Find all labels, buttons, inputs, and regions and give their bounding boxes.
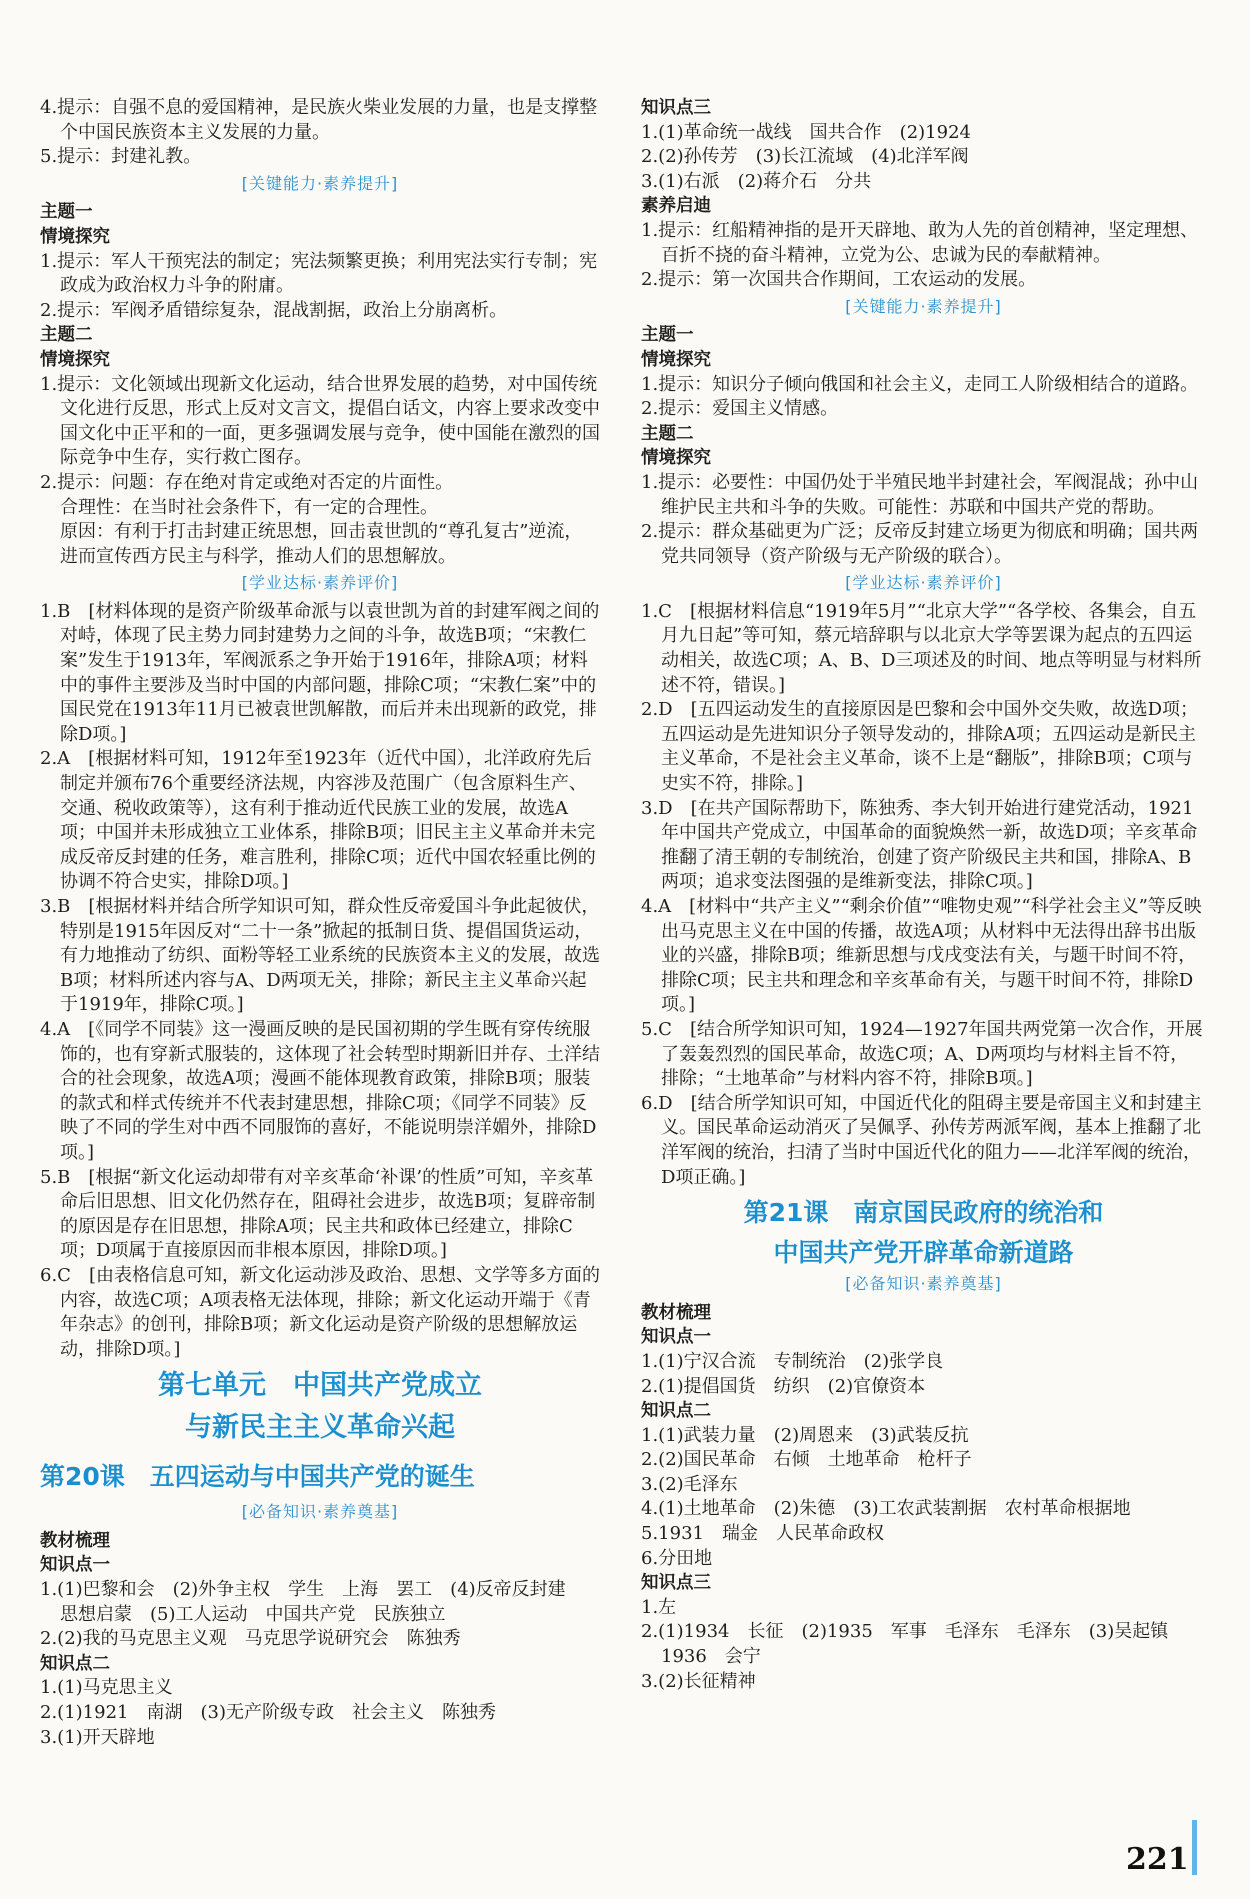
subheading: 知识点一 [40,1555,110,1576]
subheading: 主题一 [40,202,93,223]
lesson-title: 第20课 五四运动与中国共产党的诞生 [40,1462,475,1492]
text-paragraph: 1.提示：必要性：中国仍处于半殖民地半封建社会，军阀混战；孙中山维护民主共和斗争的失败。可能性：苏联和中国共产党的帮助。 [641,471,1199,518]
page-number: 221 [1126,1842,1189,1877]
text-paragraph: 1.(1)宁汉合流 专制统治 (2)张学良 [641,1350,944,1372]
text-paragraph: 2.(1)1934 长征 (2)1935 军事 毛泽东 毛泽东 (3)吴起镇 1936 会宁 [641,1621,1187,1668]
subheading: 知识点二 [641,1401,711,1422]
text-paragraph: 2.提示：群众基础更为广泛；反帝反封建立场更为彻底和明确；国共两党共同领导（资产阶级与无产阶级的联合）。 [641,521,1199,567]
text-paragraph: 6.C [由表格信息可知，新文化运动涉及政治、思想、文学等多方面的内容，故选C项；A项表格无法体现，排除；新文化运动开端于《青年杂志》的创刊，排除B项；新文化运动是资产阶级的思想解放运动，排除D项。] [40,1264,600,1360]
unit-title: 第七单元 中国共产党成立 [158,1370,482,1402]
text-paragraph: 2.(1)1921 南湖 (3)无产阶级专政 社会主义 陈独秀 [40,1702,496,1724]
text-paragraph: 5.提示：封建礼教。 [40,146,202,168]
text-paragraph: 2.D [五四运动发生的直接原因是巴黎和会中国外交失败，故选D项；五四运动是先进知识分子领导发动的，排除A项；五四运动是新民主主义革命，不是社会主义革命，谈不上是“翻版”，排除B项；C项与史实不符，排除。] [641,699,1199,795]
text-paragraph: 3.(2)长征精神 [641,1670,756,1692]
subheading: 情境探究 [641,448,711,469]
text-paragraph: 6.D [结合所学知识可知，中国近代化的阻碍主要是帝国主义和封建主义。国民革命运动消灭了吴佩孚、孙传芳两派军阀，基本上推翻了北洋军阀的统治，扫清了当时中国近代化的阻力——北洋军阀的统治，D项正确。] [641,1092,1202,1188]
subheading: 主题二 [40,325,93,346]
text-paragraph: 1.(1)巴黎和会 (2)外争主权 学生 上海 罢工 (4)反帝反封建 思想启蒙 (5)工人运动 中国共产党 民族独立 [40,1579,584,1625]
text-paragraph: 1.左 [641,1596,677,1618]
subheading: 情境探究 [641,349,711,370]
text-paragraph: 2.提示：问题：存在绝对肯定或绝对否定的片面性。 [40,471,454,493]
subheading: 主题一 [641,325,694,346]
right-column [641,96,1206,1694]
section-banner: [学业达标·素养评价] [845,573,1002,593]
section-banner: [必备知识·素养奠基] [845,1274,1002,1294]
text-paragraph: 1.(1)马克思主义 [40,1677,173,1699]
text-paragraph: 4.(1)土地革命 (2)朱德 (3)工农武装割据 农村革命根据地 [641,1498,1131,1520]
text-paragraph: 1.(1)武装力量 (2)周恩来 (3)武装反抗 [641,1424,969,1446]
page-edge-bar [1192,1820,1197,1875]
text-paragraph: 5.C [结合所学知识可知，1924—1927年国共两党第一次合作，开展了轰轰烈烈的国民革命，故选C项；A、D两项均与材料主旨不符，排除；“土地革命”与材料内容不符，排除B项。] [641,1018,1203,1090]
text-paragraph: 1.提示：知识分子倾向俄国和社会主义，走同工人阶级相结合的道路。 [641,373,1199,395]
text-paragraph: 1.(1)革命统一战线 国共合作 (2)1924 [641,121,971,143]
subheading: 情境探究 [40,349,110,370]
text-paragraph: 1.B [材料体现的是资产阶级革命派与以袁世凯为首的封建军阀之间的对峙，体现了民主势力同封建势力之间的斗争，故选B项；“宋教仁案”发生于1913年，军阀派系之争开始于1916年，排除A项；材料中的事件主要涉及当时中国的内部问题，排除C项；“宋教仁案”中的国民党在1913年11月已被袁世凯解散，而后并未出现新的政党，排除D项。] [40,600,600,745]
text-paragraph: 2.提示：军阀矛盾错综复杂，混战割据，政治上分崩离析。 [40,299,508,321]
section-banner: [学业达标·素养评价] [241,573,399,593]
text-paragraph: 2.(1)提倡国货 纺织 (2)官僚资本 [641,1375,926,1397]
text-paragraph: 2.提示：第一次国共合作期间，工农运动的发展。 [641,269,1037,291]
section-banner: [关键能力·素养提升] [845,296,1002,316]
subheading: 知识点三 [641,98,711,118]
subheading: 知识点三 [641,1573,711,1594]
text-paragraph: 4.A [材料中“共产主义”“剩余价值”“唯物史观”“科学社会主义”等反映出马克思主义在中国的传播，故选A项；从材料中无法得出辞书出版业的兴盛，排除B项；维新思想与戊戌变法有关，与题干时间不符，排除C项；民主共和理念和辛亥革命有关，与题干时间不符，排除D项。] [641,896,1202,1016]
subheading: 知识点二 [40,1653,110,1674]
text-paragraph: 2.(2)孙传芳 (3)长江流域 (4)北洋军阀 [641,146,969,168]
text-paragraph: 3.(1)开天辟地 [40,1726,155,1748]
text-paragraph: 2.提示：爱国主义情感。 [641,398,839,420]
text-paragraph: 1.提示：红船精神指的是开天辟地、敢为人先的首创精神，坚定理想、百折不挠的奋斗精神，立党为公、忠诚为民的奉献精神。 [641,219,1199,266]
text-paragraph: 3.(1)右派 (2)蒋介石 分共 [641,170,872,192]
lesson-title: 中国共产党开辟革命新道路 [773,1238,1074,1268]
subheading: 教材梳理 [641,1302,711,1323]
section-banner: [必备知识·素养奠基] [241,1502,399,1522]
subheading: 主题二 [641,423,694,444]
text-paragraph: 原因：有利于打击封建正统思想，回击袁世凯的“尊孔复古”逆流，进而宣传西方民主与科学，推动人们的思想解放。 [60,521,583,567]
text-paragraph: 1.提示：军人干预宪法的制定；宪法频繁更换；利用宪法实行专制；宪政成为政治权力斗争的附庸。 [40,250,598,297]
text-paragraph: 5.B [根据“新文化运动却带有对辛亥革命‘补课’的性质”可知，辛亥革命后旧思想、旧文化仍然存在，阻碍社会进步，故选B项；复辟帝制的原因是存在旧思想，排除A项；民主共和政体已经建立，排除C项；D项属于直接原因而非根本原因，排除D项。] [40,1166,596,1262]
subheading: 知识点一 [641,1327,711,1348]
left-column [40,96,600,1750]
unit-title: 与新民主主义革命兴起 [185,1412,455,1444]
subheading: 素养启迪 [641,196,711,217]
text-paragraph: 2.(2)国民革命 右倾 土地革命 枪杆子 [641,1449,972,1471]
text-paragraph: 2.(2)我的马克思主义观 马克思学说研究会 陈独秀 [40,1628,461,1650]
subheading: 情境探究 [40,226,110,247]
text-paragraph: 4.A [《同学不同装》这一漫画反映的是民国初期的学生既有穿传统服饰的，也有穿新式服装的，这体现了社会转型时期新旧并存、土洋结合的社会现象，故选A项；漫画不能体现教育政策，排除B项；服装的款式和样式传统并不代表封建思想，排除C项；《同学不同装》反映了不同的学生对中西不同服饰的喜好，不能说明崇洋媚外，排除D项。] [40,1018,600,1163]
subheading: 教材梳理 [40,1530,110,1551]
text-paragraph: 1.提示：文化领域出现新文化运动，结合世界发展的趋势，对中国传统文化进行反思，形式上反对文言文，提倡白话文，内容上要求改变中国文化中正平和的一面，更多强调发展与竞争，使中国能在激烈的国际竞争中生存，实行救亡图存。 [40,373,600,469]
text-paragraph: 3.D [在共产国际帮助下，陈独秀、李大钊开始进行建党活动，1921年中国共产党成立，中国革命的面貌焕然一新，故选D项；辛亥革命推翻了清王朝的专制统治，创建了资产阶级民主共和国，排除A、B两项；追求变法图强的是维新变法，排除C项。] [641,797,1198,893]
text-paragraph: 合理性：在当时社会条件下，有一定的合理性。 [60,496,438,518]
text-paragraph: 2.A [根据材料可知，1912年至1923年（近代中国），北洋政府先后制定并颁布76个重要经济法规，内容涉及范围广（包含原料生产、交通、税收政策等），这有利于推动近代民族工业的发展，故选A项；中国并未形成独立工业体系，排除B项；旧民主主义革命并未完成反帝反封建的任务，难言胜利，排除C项；近代中国农轻重比例的协调不符合史实，排除D项。] [40,748,596,893]
lesson-title: 第21课 南京国民政府的统治和 [743,1198,1104,1228]
text-paragraph: 3.(2)毛泽东 [641,1473,738,1495]
section-banner: [关键能力·素养提升] [241,173,399,193]
text-paragraph: 3.B [根据材料并结合所学知识可知，群众性反帝爱国斗争此起彼伏，特别是1915年因反对“二十一条”掀起的抵制日货、提倡国货运动，有力地推动了纺织、面粉等轻工业系统的民族资本主义的发展，故选B项；材料所述内容与A、D两项无关，排除；新民主主义革命兴起于1919年，排除C项。] [40,896,600,1016]
text-paragraph: 5.1931 瑞金 人民革命政权 [641,1523,884,1545]
text-paragraph: 4.提示：自强不息的爱国精神，是民族火柴业发展的力量，也是支撑整个中国民族资本主义发展的力量。 [40,97,598,143]
text-paragraph: 1.C [根据材料信息“1919年5月”“北京大学”“各学校、各集会，自五月九日起”等可知，蔡元培辞职与以北京大学等罢课为起点的五四运动相关，故选C项；A、B、D三项述及的时间、地点等明显与材料所述不符，错误。] [641,600,1202,696]
text-paragraph: 6.分田地 [641,1547,713,1569]
